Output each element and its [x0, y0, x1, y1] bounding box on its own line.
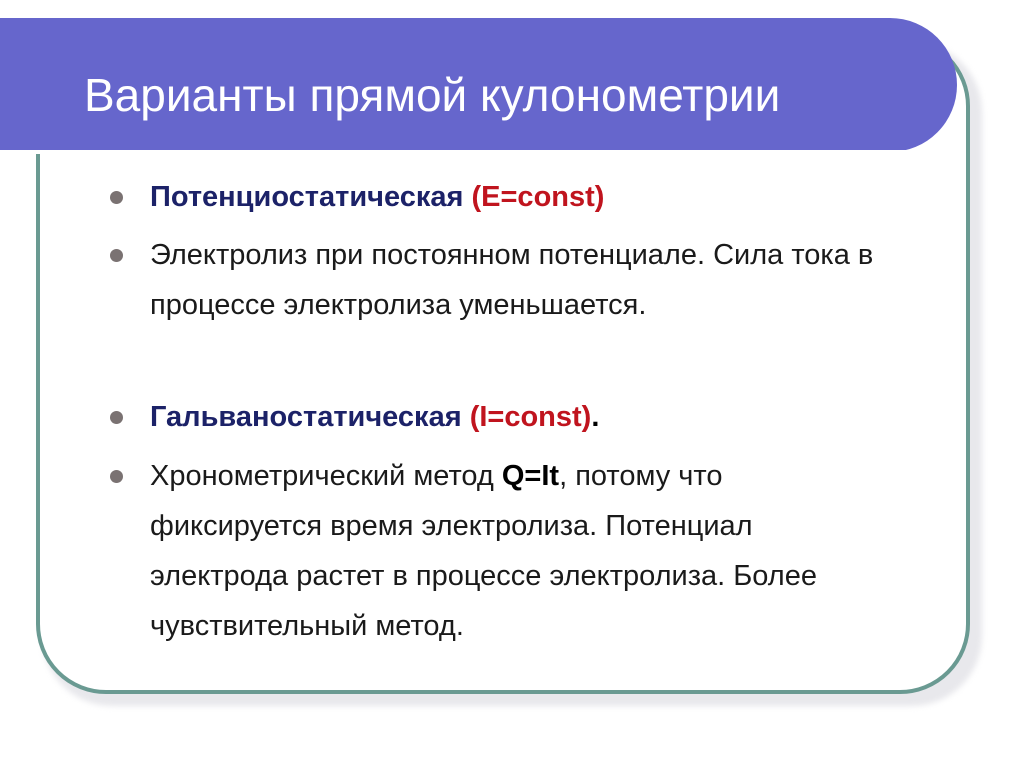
- formula: Q=It: [501, 460, 560, 492]
- list-item-text: [150, 392, 930, 442]
- slide-title: Варианты прямой кулонометрии: [84, 69, 781, 121]
- text-before-formula: Хронометрический метод: [150, 460, 502, 492]
- list-item-text: [150, 451, 870, 651]
- bullet-dot-icon: [110, 411, 123, 424]
- title-bar: [0, 18, 957, 152]
- list-item-text: Электролиз при постоянном потенциале. Сила тока в процессе электролиза уменьшается.: [150, 239, 874, 321]
- bullet-dot-icon: [110, 249, 123, 262]
- text-after-formula: , потому что фиксируется время электролиза. Потенциал электрода растет в процессе электролиза. Более чувствительный метод.: [150, 460, 817, 642]
- method-term: Потенциостатическая: [150, 181, 464, 213]
- list-item-text: [150, 172, 930, 222]
- bullet-dot-icon: [110, 470, 123, 483]
- trailing-period: .: [591, 401, 600, 433]
- method-term: Гальваностатическая: [150, 401, 462, 433]
- bullet-dot-icon: [110, 191, 123, 204]
- method-condition: (I=const): [469, 401, 592, 433]
- method-condition: (E=const): [471, 181, 605, 213]
- title-underline: [0, 150, 906, 154]
